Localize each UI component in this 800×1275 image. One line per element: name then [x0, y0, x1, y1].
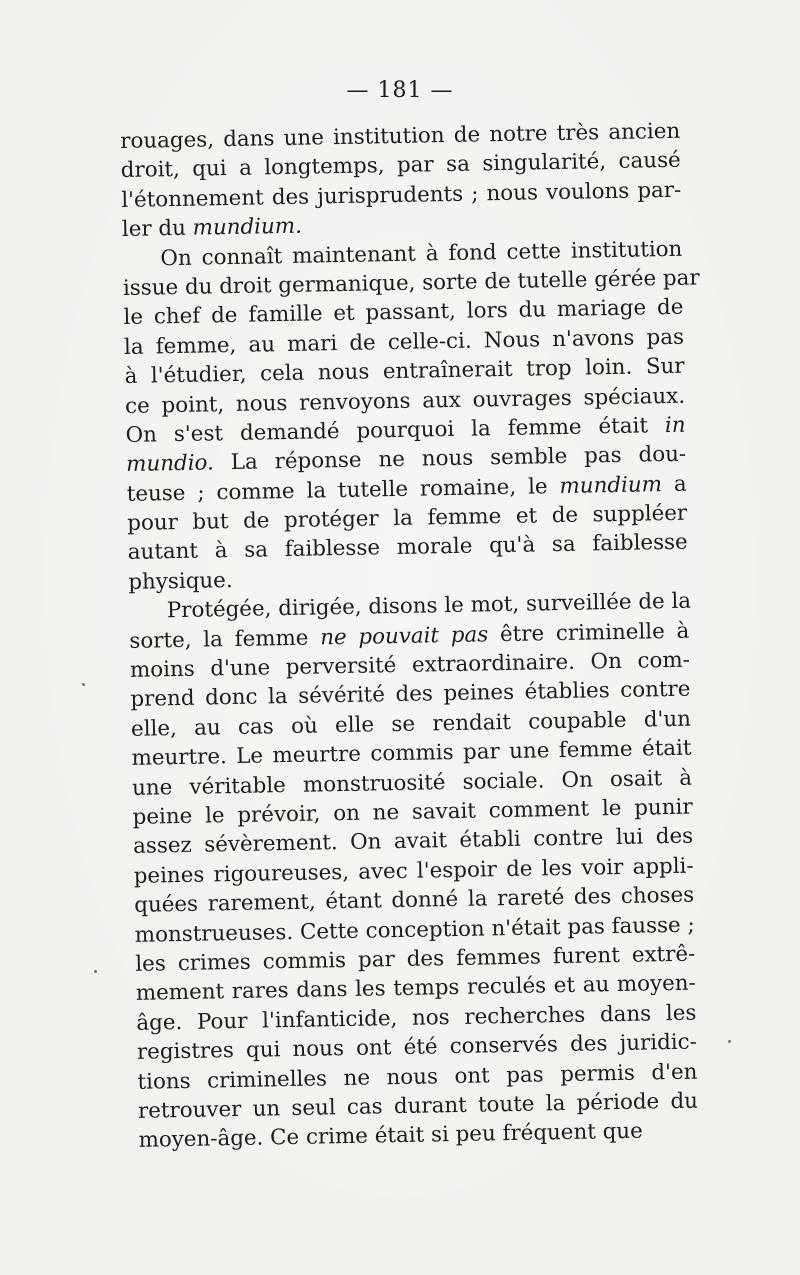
text-segment: les crimes commis par des femmes furent extrê- — [135, 941, 696, 977]
text-segment: peines rigoureuses, avec l'espoir de les voir appli- — [133, 853, 694, 889]
text-segment: l'étonnement des jurisprudents ; nous voulons par- — [121, 177, 682, 213]
paragraph — [129, 587, 699, 1156]
text-segment: peine le prévoir, on ne savait comment le punir — [132, 794, 693, 830]
text-segment: monstrueuses. Cette conception n'était pas fausse ; — [134, 912, 695, 948]
text-segment: retrouver un seul cas durant toute la période du — [137, 1088, 699, 1124]
paper-speck — [82, 683, 85, 686]
text-segment: issue du droit germanique, sorte de tutelle gérée par — [122, 265, 700, 301]
page-number: — 181 — — [346, 78, 454, 103]
text-segment: prend donc la sévérité des peines établies contre — [130, 677, 691, 713]
text-segment: physique. — [128, 567, 233, 595]
text-segment: meurtre. Le meurtre commis par une femme était — [131, 735, 692, 772]
text-segment: le chef de famille et passant, lors du mariage de — [123, 295, 684, 331]
italic-term: mundium. — [192, 213, 303, 241]
text-segment: elle, au cas où elle se rendait coupable d'un — [130, 706, 692, 742]
text-segment: registres qui nous ont été conservés des juridic- — [136, 1029, 698, 1065]
paper-speck — [94, 970, 97, 973]
body-text — [120, 117, 699, 1156]
text-segment: Protégée, dirigée, disons le mot, surveillée de la — [166, 588, 692, 624]
text-segment: On connaît maintenant à fond cette institution — [160, 236, 683, 271]
text-segment: ce point, nous renvoyons aux ouvrages spéciaux. — [124, 383, 686, 419]
text-segment: être criminelle à — [487, 618, 690, 647]
italic-term: in — [664, 412, 686, 438]
paragraph — [122, 234, 700, 597]
text-segment: teuse ; comme la tutelle romaine, le — [126, 473, 560, 507]
text-segment: assez sévèrement. On avait établi contre lui des — [132, 823, 694, 860]
paper-speck — [728, 1040, 731, 1043]
text-segment: la femme, au mari de celle-ci. Nous n'avons pas — [123, 324, 685, 360]
text-segment: droit, qui a longtemps, par sa singularité, causé — [120, 148, 681, 184]
text-segment: quées rarement, étant donné la rareté des choses — [134, 882, 695, 919]
italic-term: ne pouvait pas — [319, 621, 489, 651]
italic-term: mundium — [559, 471, 663, 499]
text-segment: moyen-âge. Ce crime était si peu fréquent que — [138, 1118, 643, 1154]
text-segment: ler du — [121, 215, 193, 243]
text-segment: rouages, dans une institution de notre très ancien — [120, 118, 681, 154]
text-segment: La réponse ne nous semble pas dou- — [213, 441, 687, 476]
text-segment: mement rares dans les temps reculés et au moyen- — [135, 970, 697, 1007]
text-segment: a — [661, 471, 687, 497]
paragraph — [120, 117, 682, 245]
text-segment: pour but de protéger la femme et de suppléer — [127, 500, 688, 537]
text-segment: sorte, la femme — [129, 625, 321, 654]
text-segment: âge. Pour l'infanticide, nos recherches dans les — [136, 1000, 697, 1036]
text-segment: tions criminelles ne nous ont pas permis d'en — [137, 1059, 698, 1095]
text-segment: à l'étudier, cela nous entraînerait trop loin. Sur — [124, 353, 685, 390]
text-segment: On s'est demandé pourquoi la femme était — [125, 412, 666, 448]
italic-term: mundio. — [125, 450, 215, 478]
text-segment: autant à sa faiblesse morale qu'à sa faiblesse — [127, 530, 688, 566]
text-segment: une véritable monstruosité sociale. On osait à — [131, 765, 693, 801]
text-segment: moins d'une perversité extraordinaire. On com- — [129, 647, 691, 683]
